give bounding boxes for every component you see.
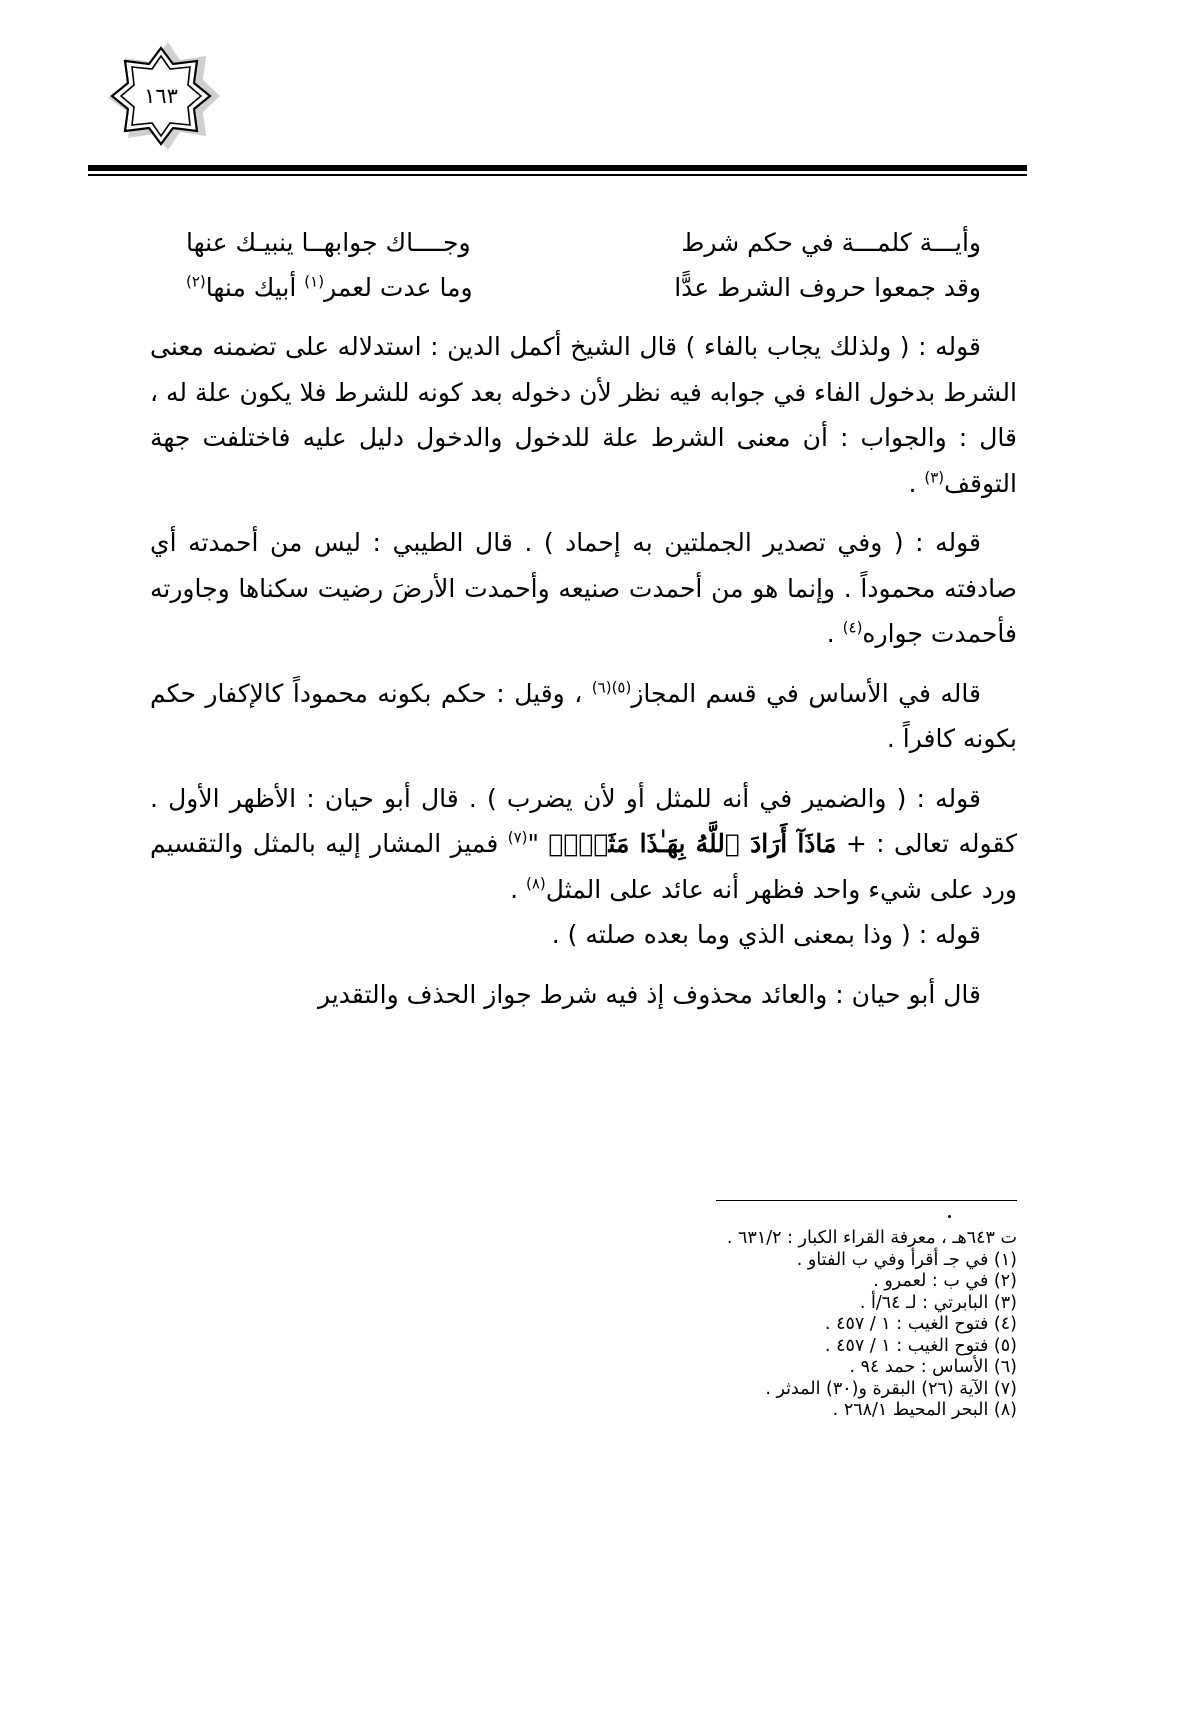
header-rule-thin bbox=[88, 174, 1027, 176]
verse-line-1 bbox=[150, 220, 1017, 265]
footnote-6: (٦) الأساس : حمد ٩٤ . bbox=[849, 1357, 1017, 1377]
page-number-badge bbox=[100, 38, 222, 154]
page-number: ١٦٣ bbox=[144, 84, 178, 108]
footnote-5: (٥) فتوح الغيب : ١ / ٤٥٧ . bbox=[824, 1335, 1017, 1356]
header-rule-thick bbox=[88, 165, 1027, 171]
paragraph-3: قاله في الأساس في قسم المجاز$^{(٥)(٦)}$ ، وقيل : حكم بكونه محموداً كالإكفار حكم بكونه كافراً . bbox=[150, 678, 1017, 753]
footnote-8: (٨) البحر المحيط ٢٦٨/١ . bbox=[832, 1400, 1017, 1420]
verse-2-left: وما عدت لعمر$^{(١)}$ أبيك منها$^{(٢)}$ bbox=[186, 272, 473, 302]
paragraph-1: قوله : ( ولذلك يجاب بالفاء ) قال الشيخ أكمل الدين : استدلاله على تضمنه معنى الشرط بدخول الفاء في جوابه فيه نظر لأن دخوله بعد كونه للشرط فلا يكون علة له ، قال : والجواب : أن معنى الشرط علة للدخول والدخول دليل عليه فاختلفت جهة التوقف$^{(٣)}$ . bbox=[150, 332, 1017, 498]
footnote-separator bbox=[716, 1200, 1017, 1201]
footnote-7: (٧) الآية (٢٦) البقرة و(٣٠) المدثر . bbox=[765, 1378, 1017, 1399]
paragraph-5: قوله : ( وذا بمعنى الذي وما بعده صلته ) . bbox=[551, 920, 981, 949]
paragraph-6: قال أبو حيان : والعائد محذوف إذ فيه شرط جواز الحذف والتقدير bbox=[317, 979, 981, 1009]
main-text bbox=[150, 220, 1017, 1017]
footnote-1: (١) في جـ أقرأ وفي ب الفتاو . bbox=[796, 1249, 1017, 1270]
paragraph-4: قوله : ( والضمير في أنه للمثل أو لأن يضرب ) . قال أبو حيان : الأظهر الأول . كقوله تعالى : + مَاذَآ أَرَادَ ٱللَّهُ بِهَـٰذَا مَثَلًاۘ "$^{(٧)}$ فميز المشار إليه بالمثل والتقسيم ورد على شيء واحد فظهر أنه عائد على المثل$^{(٨)}$ . bbox=[150, 783, 1018, 904]
verse-2-right: وقد جمعوا حروف الشرط عدًّا bbox=[674, 273, 981, 302]
footnote-3: (٣) البابرتي : لـ ٦٤/أ . bbox=[859, 1292, 1017, 1313]
footnote-0: ت ٦٤٣هـ ، معرفة القراء الكبار : ٦٣١/٢ . bbox=[726, 1228, 1017, 1248]
footnote-mark bbox=[948, 1215, 951, 1218]
footnote-2: (٢) في ب : لعمرو . bbox=[873, 1271, 1017, 1291]
verse-line-2 bbox=[150, 265, 1017, 310]
verse-1-left: وجــــاك جوابهــا ينبيـك عنها bbox=[186, 228, 471, 257]
footnote-4: (٤) فتوح الغيب : ١ / ٤٥٧ . bbox=[824, 1314, 1017, 1334]
footnotes bbox=[400, 1228, 1017, 1422]
quran-quote: مَاذَآ أَرَادَ ٱللَّهُ بِهَـٰذَا مَثَلًاۘ bbox=[548, 829, 837, 858]
verse-1-right: وأيـــة كلمـــة في حكم شرط bbox=[681, 228, 981, 257]
paragraph-2: قوله : ( وفي تصدير الجملتين به إحماد ) . قال الطيبي : ليس من أحمدته أي صادفته محموداً . وإنما هو من أحمدت صنيعه وأحمدت الأرضَ رضيت سكناها وجاورته فأحمدت جواره$^{(٤)}$ . bbox=[150, 528, 1017, 648]
